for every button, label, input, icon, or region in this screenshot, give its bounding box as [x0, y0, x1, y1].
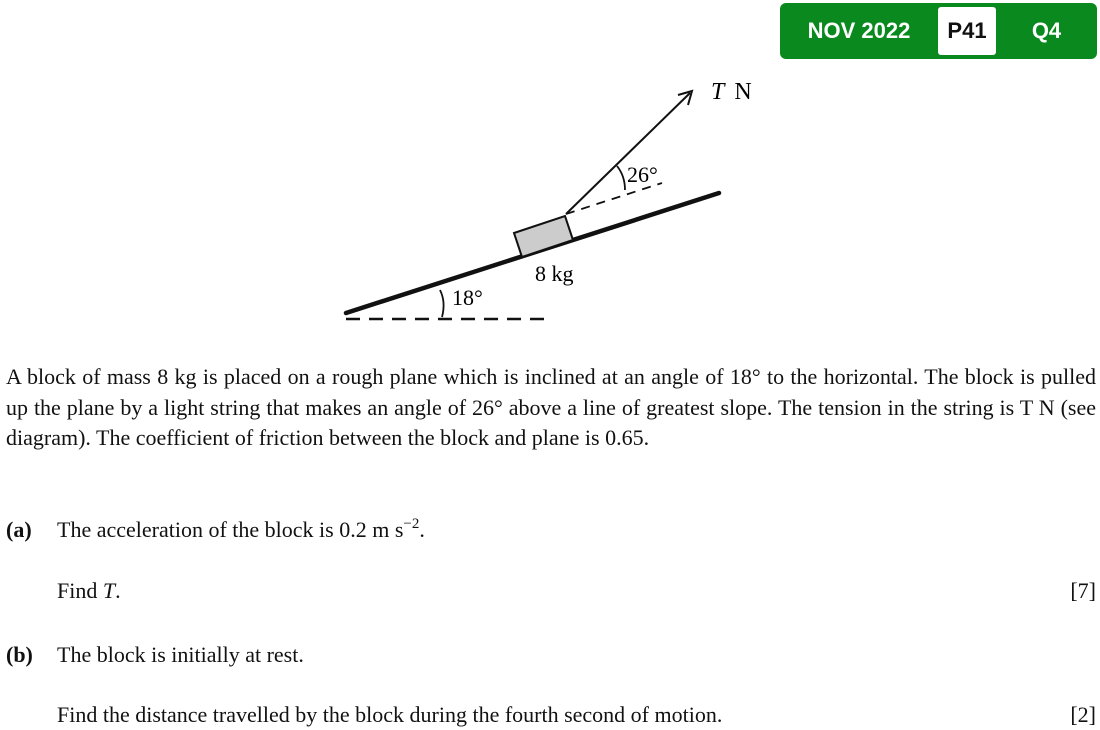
- part-b-text: The block is initially at rest.: [57, 642, 304, 667]
- part-a-instruction-prefix: Find: [57, 578, 103, 603]
- tension-variable: T: [711, 79, 725, 105]
- part-a-instruction: [57, 576, 121, 606]
- incline-angle-label: 18°: [452, 285, 483, 310]
- question-intro-text: A block of mass 8 kg is placed on a rough plane which is inclined at an angle of 18° to the horizontal. The block is pulled up the plane by a light string that makes an angle of 26° above a line of greatest slope. The tension in the string is T N (see diagram). The coefficient of friction between the block and plane is 0.65.: [6, 364, 1096, 450]
- string-angle-label: 26°: [627, 162, 658, 187]
- string-angle-arc: [617, 166, 625, 190]
- mass-label: 8 kg: [535, 261, 574, 286]
- part-a-text: The acceleration of the block is 0.2 m s: [57, 517, 404, 542]
- tension-unit: N: [734, 79, 752, 105]
- part-b-marks: [2]: [1070, 702, 1096, 727]
- part-a-exponent: −2: [403, 516, 420, 532]
- paper-label: P41: [938, 7, 996, 55]
- slope-direction-dashed-line: [566, 183, 662, 214]
- part-a-text-end: .: [419, 517, 425, 542]
- part-a-instruction-variable: T: [102, 578, 116, 603]
- part-b-statement: [6, 640, 304, 670]
- tension-string-line: [566, 93, 690, 214]
- part-b-label: (b): [6, 642, 33, 667]
- inclined-plane-diagram: [0, 0, 1100, 340]
- part-a-statement: [6, 515, 425, 545]
- question-number-label: Q4: [1031, 18, 1062, 43]
- part-a-marks: [7]: [1070, 578, 1096, 603]
- incline-angle-arc: [440, 290, 444, 317]
- block: [514, 216, 573, 257]
- tension-force-label: [711, 79, 752, 105]
- part-a-label: (a): [6, 517, 32, 542]
- part-b-instruction: Find the distance travelled by the block during the fourth second of motion.: [57, 702, 723, 727]
- part-a-instruction-suffix: .: [115, 578, 121, 603]
- session-label: NOV 2022: [807, 18, 911, 43]
